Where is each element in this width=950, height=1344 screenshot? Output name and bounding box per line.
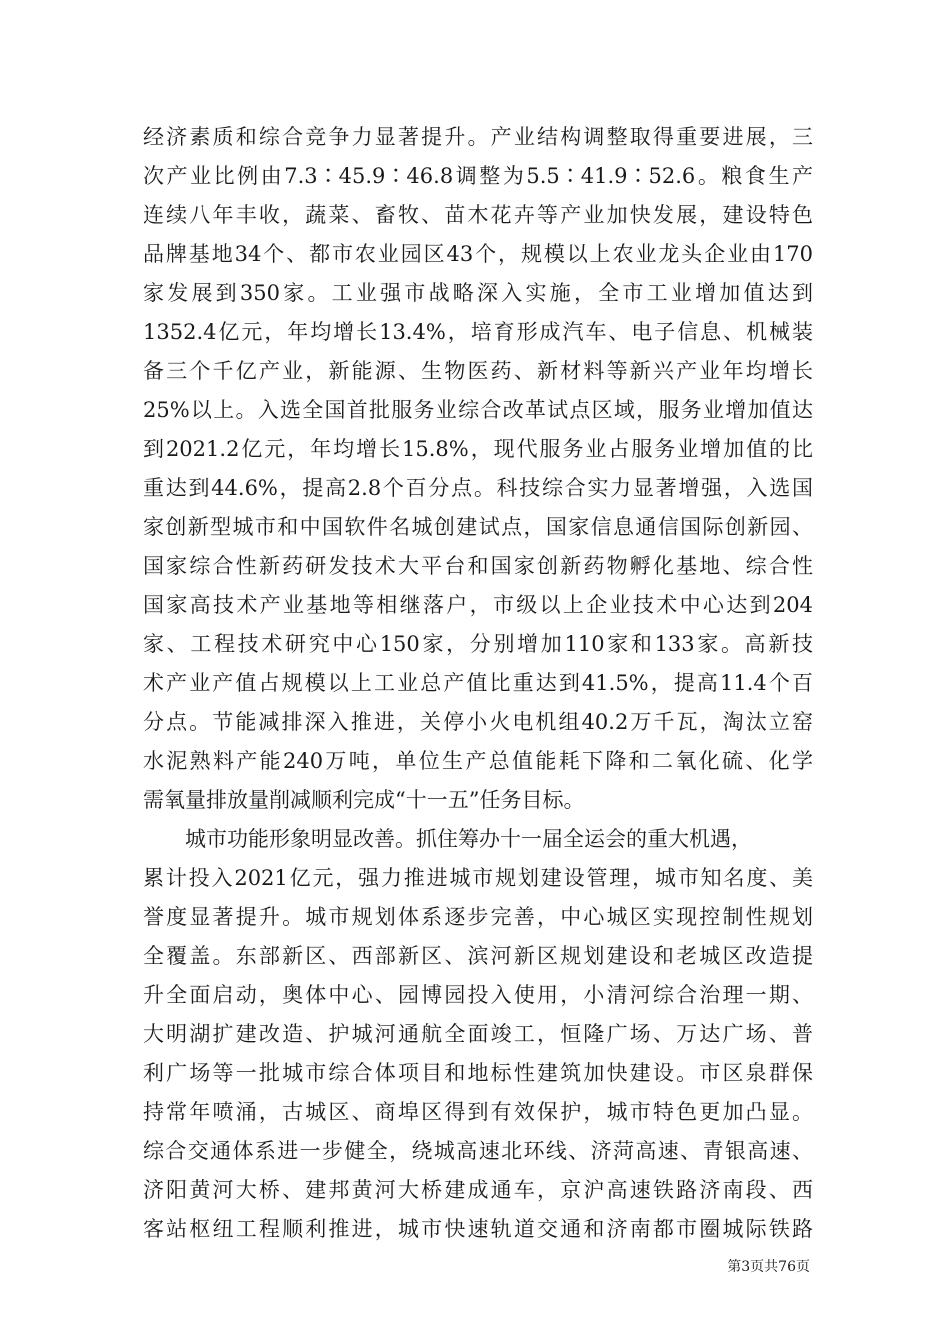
text-line: 国家高技术产业基地等相继落户，市级以上企业技术中心达到204	[143, 593, 813, 617]
text-line: 连续八年丰收，蔬菜、畜牧、苗木花卉等产业加快发展，建设特色	[143, 203, 813, 227]
text-line: 誉度显著提升。城市规划体系逐步完善，中心城区实现控制性规划	[143, 905, 813, 929]
paragraph	[143, 118, 813, 820]
text-line: 济阳黄河大桥、建邦黄河大桥建成通车，京沪高速铁路济南段、西	[143, 1178, 813, 1202]
text-line: 品牌基地34个、都市农业园区43个，规模以上农业龙头企业由170	[143, 242, 813, 266]
text-line: 术产业产值占规模以上工业总产值比重达到41.5%，提高11.4个百	[143, 671, 813, 695]
text-line: 升全面启动，奥体中心、园博园投入使用，小清河综合治理一期、	[143, 983, 813, 1007]
text-line: 家创新型城市和中国软件名城创建试点，国家信息通信国际创新园、	[143, 515, 813, 539]
text-line: 综合交通体系进一步健全，绕城高速北环线、济菏高速、青银高速、	[143, 1139, 813, 1163]
text-line: 重达到44.6%，提高2.8个百分点。科技综合实力显著增强，入选国	[143, 476, 813, 500]
text-line: 经济素质和综合竞争力显著提升。产业结构调整取得重要进展，三	[143, 125, 813, 149]
text-line: 大明湖扩建改造、护城河通航全面竣工，恒隆广场、万达广场、普	[143, 1022, 813, 1046]
text-line: 国家综合性新药研发技术大平台和国家创新药物孵化基地、综合性	[143, 554, 813, 578]
text-line: 累计投入2021亿元，强力推进城市规划建设管理，城市知名度、美	[143, 866, 813, 890]
text-line: 分点。节能减排深入推进，关停小火电机组40.2万千瓦，淘汰立窑	[143, 710, 813, 734]
text-line: 持常年喷涌，古城区、商埠区得到有效保护，城市特色更加凸显。	[143, 1100, 813, 1124]
paragraph	[143, 820, 813, 1249]
text-line: 到2021.2亿元，年均增长15.8%，现代服务业占服务业增加值的比	[143, 437, 813, 461]
text-line: 次产业比例由7.3∶45.9∶46.8调整为5.5∶41.9∶52.6。粮食生产	[143, 164, 813, 188]
text-line: 1352.4亿元，年均增长13.4%，培育形成汽车、电子信息、机械装	[143, 320, 813, 344]
text-line: 25%以上。入选全国首批服务业综合改革试点区域，服务业增加值达	[143, 398, 813, 422]
page-number: 第3页共76页	[727, 1259, 810, 1275]
body-text	[143, 118, 813, 1249]
text-line: 利广场等一批城市综合体项目和地标性建筑加快建设。市区泉群保	[143, 1061, 813, 1085]
text-line: 全覆盖。东部新区、西部新区、滨河新区规划建设和老城区改造提	[143, 944, 813, 968]
text-line: 家、工程技术研究中心150家，分别增加110家和133家。高新技	[143, 632, 813, 656]
text-line: 备三个千亿产业，新能源、生物医药、新材料等新兴产业年均增长	[143, 359, 813, 383]
text-line: 家发展到350家。工业强市战略深入实施，全市工业增加值达到	[143, 281, 813, 305]
text-line: 需氧量排放量削减顺利完成“十一五”任务目标。	[143, 788, 585, 812]
text-line: 水泥熟料产能240万吨，单位生产总值能耗下降和二氧化硫、化学	[143, 749, 813, 773]
text-line: 客站枢纽工程顺利推进，城市快速轨道交通和济南都市圈城际铁路	[143, 1217, 813, 1241]
text-line: 城市功能形象明显改善。抓住筹办十一届全运会的重大机遇，	[185, 827, 752, 851]
